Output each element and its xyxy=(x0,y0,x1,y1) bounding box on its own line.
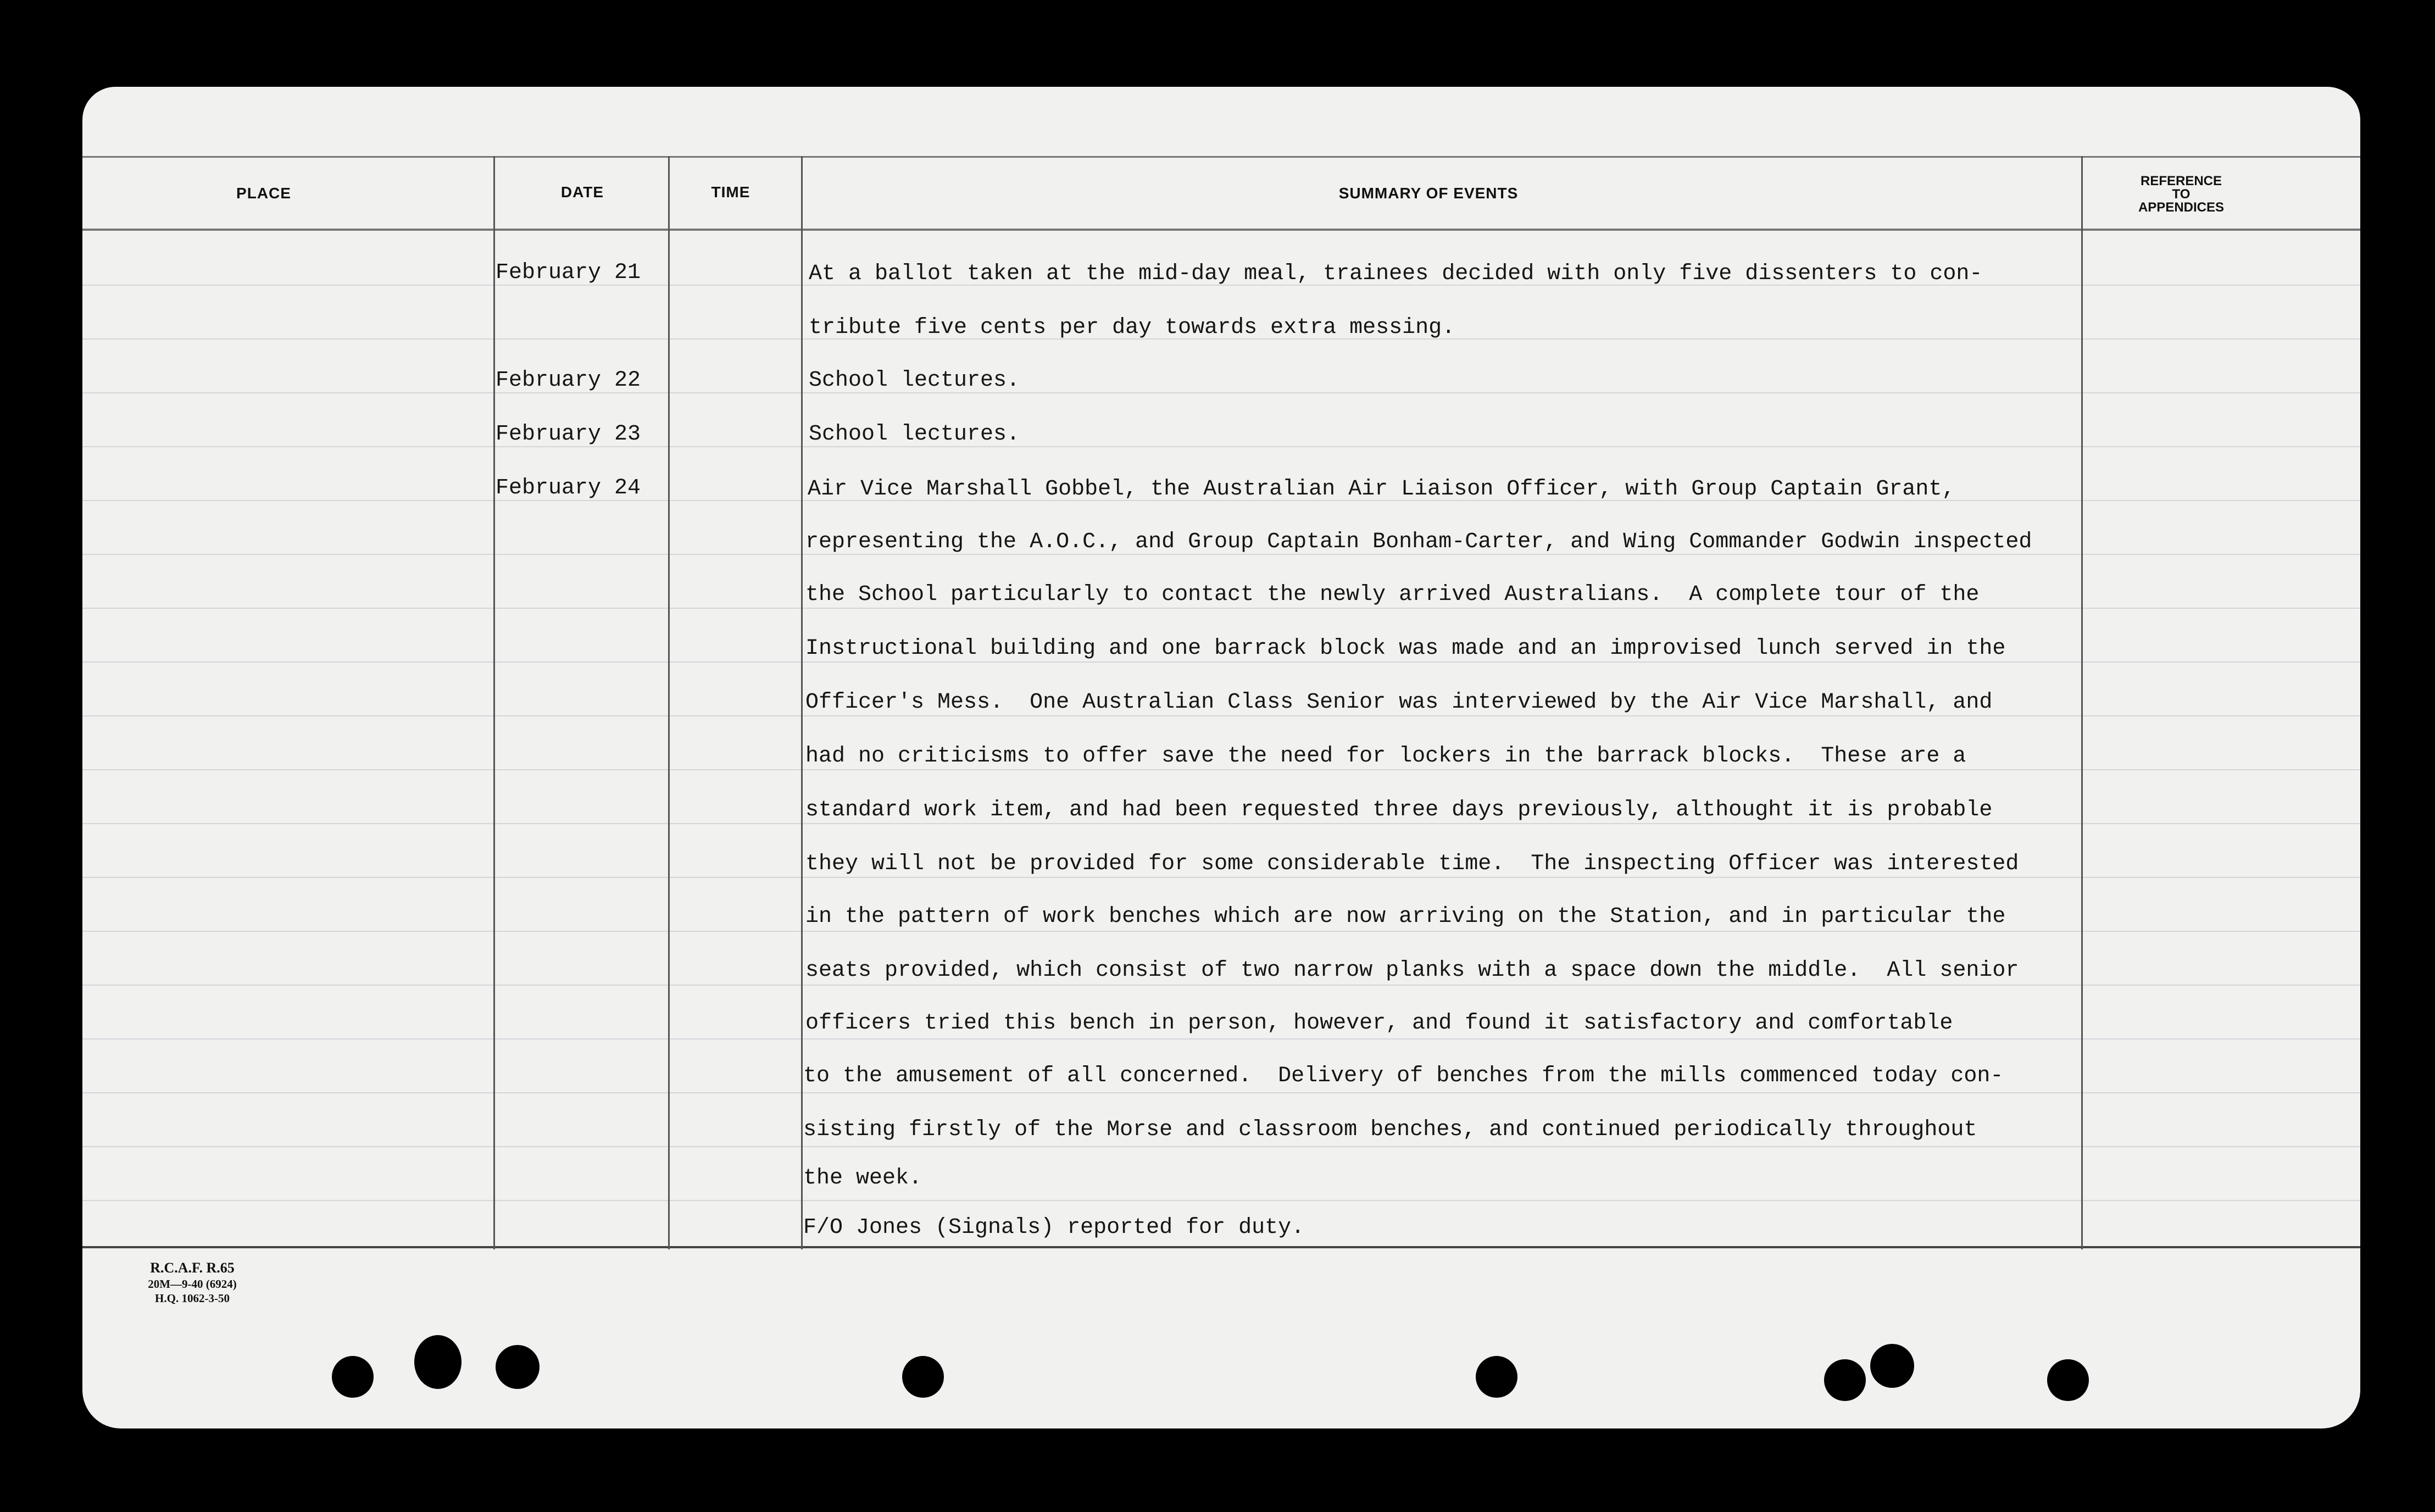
header-reference-line-2: TO xyxy=(2172,187,2191,202)
date-column-divider xyxy=(493,156,495,1249)
ruled-line xyxy=(82,715,2360,716)
punch-hole xyxy=(496,1345,540,1389)
punch-hole xyxy=(332,1356,374,1398)
form-number: R.C.A.F. R.65 xyxy=(150,1260,235,1276)
header-time: TIME xyxy=(711,184,750,201)
record-card xyxy=(82,87,2360,1428)
punch-hole xyxy=(2047,1359,2089,1401)
summary-column-divider xyxy=(801,156,803,1249)
header-place: PLACE xyxy=(236,185,291,202)
punch-hole xyxy=(1824,1359,1866,1401)
summary-line: standard work item, and had been requested three days previously, althought it is probable xyxy=(805,798,1993,822)
ruled-line xyxy=(82,769,2360,770)
ruled-line xyxy=(82,877,2360,878)
punch-hole xyxy=(1870,1344,1914,1388)
ruled-line xyxy=(82,446,2360,447)
header-reference-line-1: REFERENCE xyxy=(2140,174,2222,188)
ruled-line xyxy=(82,608,2360,609)
form-print-run: 20M—9-40 (6924) xyxy=(148,1277,237,1291)
header-summary: SUMMARY OF EVENTS xyxy=(1338,185,1519,202)
ruled-line xyxy=(82,1200,2360,1201)
ruled-line xyxy=(82,1146,2360,1147)
summary-line: officers tried this bench in person, however, and found it satisfactory and comfortable xyxy=(805,1011,1953,1036)
ruled-line xyxy=(82,985,2360,986)
time-column-divider xyxy=(668,156,670,1249)
ruled-line xyxy=(82,931,2360,932)
summary-line: they will not be provided for some considerable time. The inspecting Officer was interested xyxy=(805,852,2019,876)
header-top-rule xyxy=(82,156,2360,158)
summary-line: Officer's Mess. One Australian Class Senior was interviewed by the Air Vice Marshall, and xyxy=(805,690,1993,715)
summary-line: F/O Jones (Signals) reported for duty. xyxy=(803,1215,1305,1240)
reference-column-divider xyxy=(2081,156,2083,1249)
summary-line: the week. xyxy=(803,1166,922,1191)
summary-line: sisting firstly of the Morse and classroom benches, and continued periodically throughout xyxy=(803,1118,1977,1142)
header-date: DATE xyxy=(560,184,604,201)
ruled-line xyxy=(82,662,2360,663)
summary-line: Instructional building and one barrack block was made and an improvised lunch served in the xyxy=(805,636,2006,661)
summary-line: School lectures. xyxy=(809,422,1020,447)
ruled-line xyxy=(82,1038,2360,1040)
header-reference-line-3: APPENDICES xyxy=(2138,200,2225,215)
date-entry: February 22 xyxy=(496,368,641,393)
form-identifier xyxy=(121,1259,264,1305)
table-bottom-rule xyxy=(82,1246,2360,1248)
summary-line: seats provided, which consist of two narrow planks with a space down the middle. All senior xyxy=(805,958,2019,983)
summary-line: to the amusement of all concerned. Delivery of benches from the mills commenced today con- xyxy=(803,1064,2004,1088)
header-reference xyxy=(2115,175,2247,214)
date-entry: February 23 xyxy=(496,422,641,447)
summary-line: School lectures. xyxy=(809,368,1020,393)
ruled-line xyxy=(82,392,2360,393)
date-entry: February 21 xyxy=(496,260,641,285)
form-hq-reference: H.Q. 1062-3-50 xyxy=(155,1292,230,1305)
punch-hole xyxy=(414,1335,462,1389)
summary-line: representing the A.O.C., and Group Captain Bonham-Carter, and Wing Commander Godwin inspected xyxy=(805,530,2032,554)
summary-line: had no criticisms to offer save the need for lockers in the barrack blocks. These are a xyxy=(805,744,1966,769)
ruled-line xyxy=(82,823,2360,824)
summary-line: the School particularly to contact the newly arrived Australians. A complete tour of the xyxy=(805,582,1980,607)
punch-hole xyxy=(902,1356,944,1398)
summary-line: Air Vice Marshall Gobbel, the Australian Air Liaison Officer, with Group Captain Grant, xyxy=(808,477,1955,502)
summary-line: in the pattern of work benches which are now arriving on the Station, and in particular the xyxy=(805,904,2006,929)
date-entry: February 24 xyxy=(496,476,641,501)
ruled-line xyxy=(82,1092,2360,1093)
summary-line: tribute five cents per day towards extra messing. xyxy=(809,315,1455,340)
punch-hole xyxy=(1476,1356,1517,1398)
summary-line: At a ballot taken at the mid-day meal, trainees decided with only five dissenters to con- xyxy=(809,262,1983,286)
header-bottom-rule xyxy=(82,229,2360,231)
